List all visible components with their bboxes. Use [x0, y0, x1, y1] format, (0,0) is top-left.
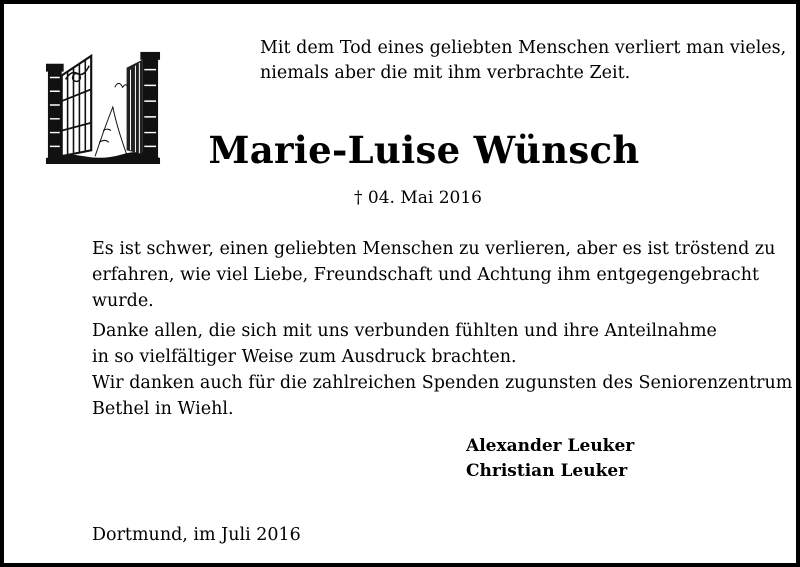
paragraph-line: Danke allen, die sich mit uns verbunden fühlten und ihre Anteilnahme — [92, 321, 717, 341]
signers — [466, 434, 634, 484]
paragraph-line: Wir danken auch für die zahlreichen Spenden zugunsten des Seniorenzentrum — [92, 373, 793, 393]
signer-name: Christian Leuker — [466, 461, 628, 481]
paragraph-line: wurde. — [92, 291, 154, 311]
deceased-name: Marie-Luise Wünsch — [208, 128, 640, 172]
quote-line: niemals aber die mit ihm verbrachte Zeit. — [260, 63, 631, 83]
paragraph-line: Es ist schwer, einen geliebten Menschen zu verlieren, aber es ist tröstend zu — [92, 239, 776, 259]
place-and-date: Dortmund, im Juli 2016 — [92, 525, 301, 545]
signer-name: Alexander Leuker — [466, 436, 635, 456]
quote-line: Mit dem Tod eines geliebten Menschen verliert man vieles, — [260, 38, 787, 58]
paragraph-line: Bethel in Wiehl. — [92, 399, 234, 419]
thanks-paragraph-1 — [92, 236, 782, 314]
death-date: † 04. Mai 2016 — [354, 188, 482, 208]
paragraph-line: erfahren, wie viel Liebe, Freundschaft und Achtung ihm entgegengebracht — [92, 265, 760, 285]
quote — [260, 36, 787, 86]
thanks-paragraph-2 — [92, 318, 793, 422]
paragraph-line: in so vielfältiger Weise zum Ausdruck brachten. — [92, 347, 517, 367]
